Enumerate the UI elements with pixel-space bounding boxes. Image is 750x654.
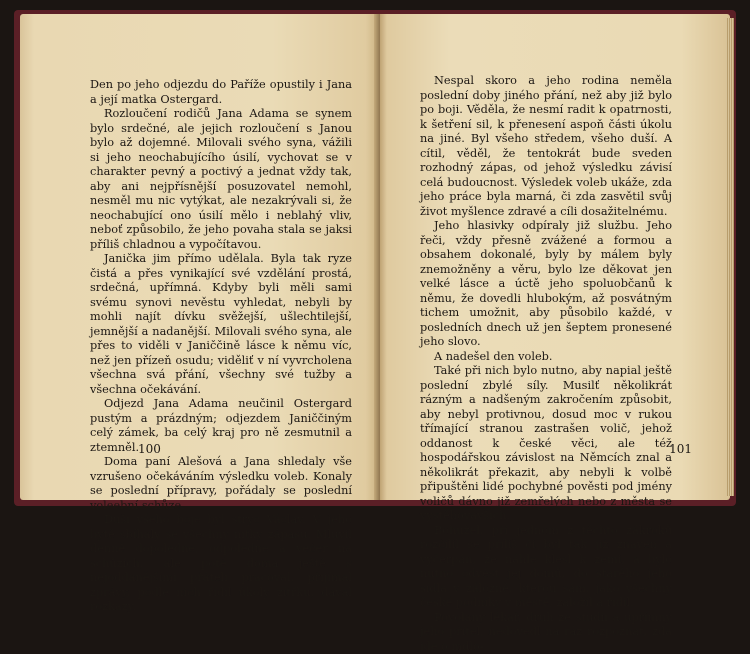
paragraph: Den po jeho odjezdu do Paříže opustily i Jana a její matka Ostergard. xyxy=(90,78,352,107)
page-number: 101 xyxy=(669,442,692,456)
paragraph: Bohužel, při jednom z těchto zákroků rozčilil se příliš či byl tak již znaven a vyčerpán, že náhle klesl k zemi, a bylo nutno odvést jej domů, do starého jeho sídla v záložně, kterou sám, jako všechny české podniky v městě, založil a řídil. xyxy=(420,524,672,611)
page-edges xyxy=(726,18,734,496)
right-page-text xyxy=(420,74,672,654)
paragraph: Povolaný lékař, druh ze studií a upřímný jeho přítel, nedovedl na ráz rozpoznat, zda jde o mdlo- xyxy=(420,611,672,654)
left-page xyxy=(20,14,380,500)
left-page-text xyxy=(90,78,352,615)
paragraph: Rozloučení rodičů Jana Adama se synem bylo srdečné, ale jejich rozloučení s Janou bylo až dojemné. Milovali svého syna, vážili si jeho neochabujícího úsilí, vychovat se v charakter pevný a poctivý a jednat vždy tak, aby ani nejpřísnější posuzovatel nemohl, nesměl mu nic vytýkat, ale nezakrývali si, že neochabující ono úsilí mělo i neblahý vliv, neboť způsobilo, že jeho povaha stala se jaksi příliš chladnou a vypočítavou. xyxy=(90,107,352,252)
paragraph: A nadešel den voleb. xyxy=(420,350,672,365)
right-page xyxy=(380,14,730,500)
paragraph: Duší všeho boje byl strýc Václav. V jeho bytě sbíhaly se všechny nitky zápasu. Mluvil denně dopoledne, odpoledne a večer na schůzích, ale poté doma ještě s nejoddanějšími přáteli pracoval, přijímal zprávy, podle nich řídil úkoly zítřku, dával rozkazy. xyxy=(90,513,352,615)
paragraph: Janička jim přímo udělala. Byla tak ryze čistá a přes vynikající své vzdělání prostá, srdečná, upřímná. Kdyby byli měli sami svému synovi nevěstu vyhledat, nebyli by mohli najít dívku svěžejší, ušlechtilejší, jemnější a nadanější. Milovali svého syna, ale přes to viděli v Janiččině lásce k němu víc, než jen přízeň osudu; viděliť v ní vyvrcholena všechna svá přání, všechny své tužby a všechna očekávání. xyxy=(90,252,352,397)
paragraph: Také při nich bylo nutno, aby napial ještě poslední zbylé síly. Musilť několikrát rázným a nadšeným zakročením způsobit, aby nebyl protivnou, dosud moc v rukou třímající stranou zastrašen volič, jehož oddanost k české věci, ale též hospodářskou závislost na Němcích znal a několikrát překazit, aby nebyli k volbě připuštěni lidé pochybné pověsti pod jmény voličů dávno již zemřelých nebo z města se vystěhovavších. xyxy=(420,364,672,524)
open-book xyxy=(14,10,736,506)
paragraph: Nespal skoro a jeho rodina neměla poslední doby jiného přání, než aby již bylo po boji. Věděla, že nesmí radit k opatrnosti, k šetření sil, k přenesení aspoň části úkolu na jiné. Byl všeho středem, všeho duší. A cítil, věděl, že tentokrát bude sveden rozhodný zápas, od jehož výsledku závisí celá budoucnost. Výsledek voleb ukáže, zda jeho práce byla marná, či zda zasvětil svůj život myšlence zdravé a cíli dosažitelnému. xyxy=(420,74,672,219)
paragraph: Jeho hlasivky odpíraly již službu. Jeho řeči, vždy přesně zvážené a formou a obsahem dokonalé, byly by málem byly znemožněny a věru, bylo lze děkovat jen velké lásce a úctě jeho spoluobčanů k němu, že dovedli hlubokým, až posvátným tichem umožnit, aby působilo každé, v posledních dnech už jen šeptem pronesené jeho slovo. xyxy=(420,219,672,350)
page-number: 100 xyxy=(138,442,161,456)
paragraph: Doma paní Alešová a Jana shledaly vše vzrušeno očekáváním výsledku voleb. Konaly se poslední přípravy, pořádaly se poslední voleební schůze. xyxy=(90,455,352,513)
paragraph: Odjezd Jana Adama neučinil Ostergard pustým a prázdným; odjezdem Janiččiným celý zámek, ba celý kraj pro ně zesmutnil a ztemněl. xyxy=(90,397,352,455)
